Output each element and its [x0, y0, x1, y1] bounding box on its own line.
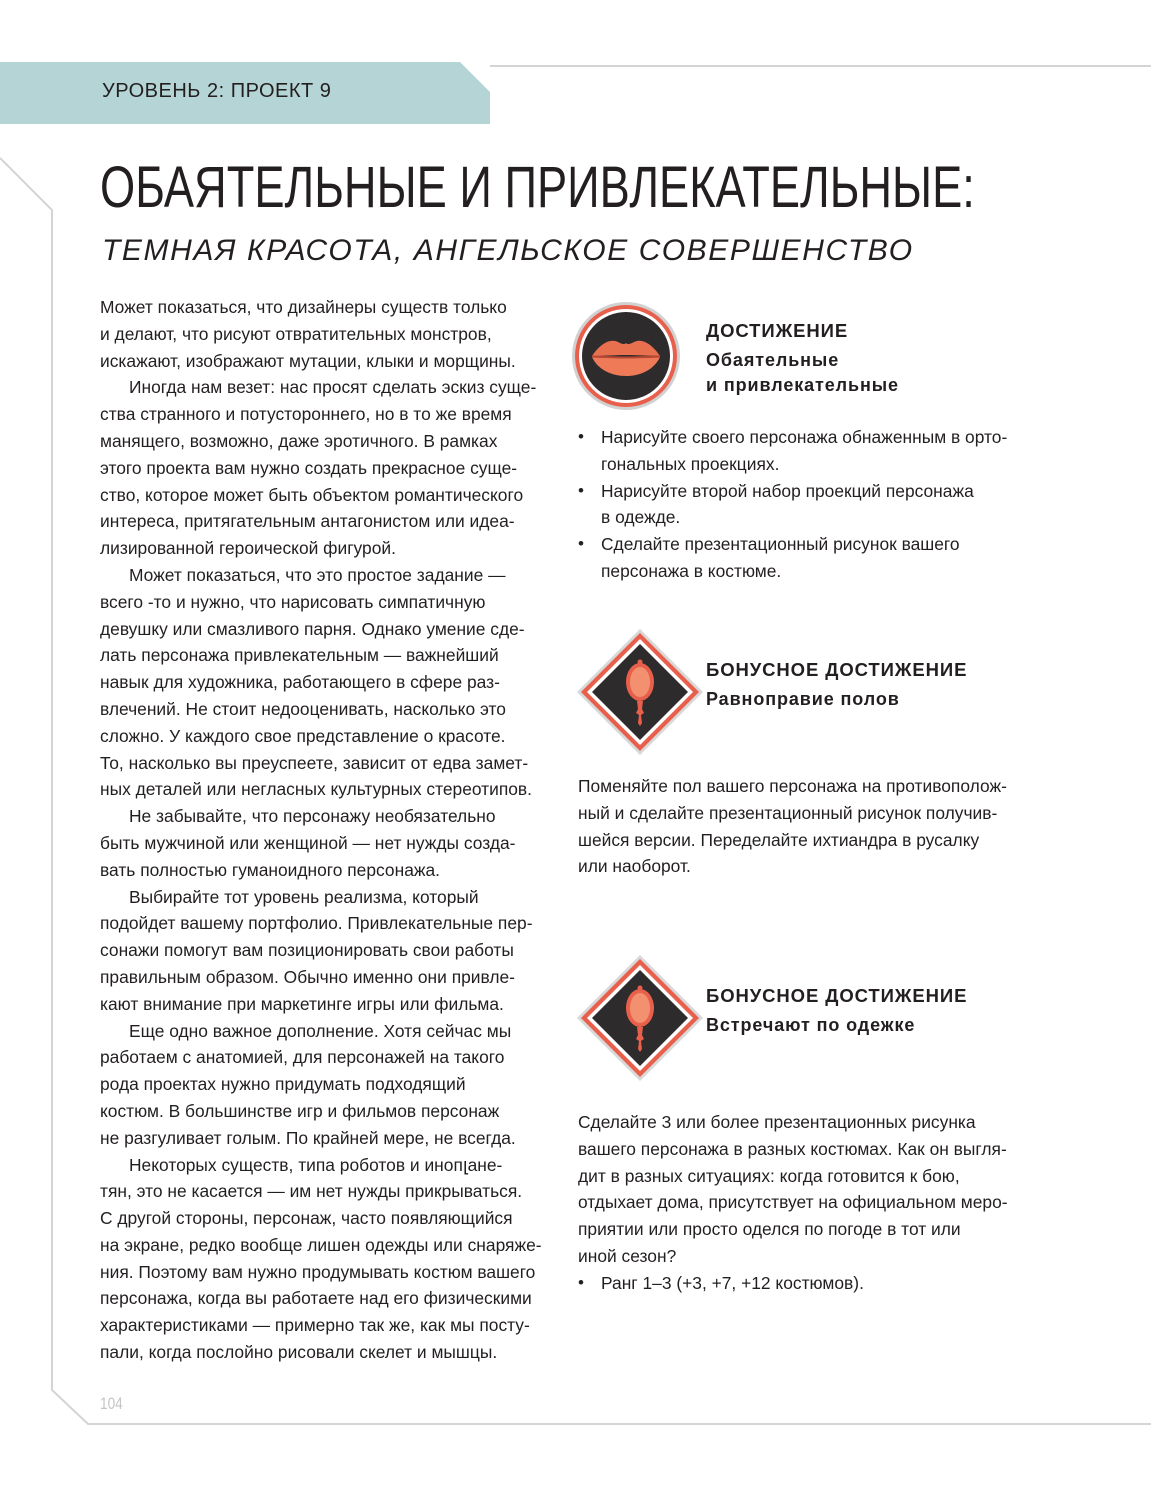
body-line: лать персонажа привлекательным — важнейший — [100, 645, 499, 666]
bullet-icon: • — [578, 534, 584, 554]
page-subtitle: ТЕМНАЯ КРАСОТА, АНГЕЛЬСКОЕ СОВЕРШЕНСТВО — [102, 234, 914, 267]
bonus1-heading: БОНУСНОЕ ДОСТИЖЕНИЕ — [706, 659, 968, 680]
body-line: манящего, возможно, даже эротичного. В рамках — [100, 430, 498, 451]
body-line: лизированной героической фигурой. — [100, 538, 396, 559]
bullet-icon: • — [578, 1272, 584, 1292]
list-item — [578, 424, 1048, 478]
list-item — [578, 531, 1048, 585]
bonus2-line: отдыхает дома, присутствует на официальном меро- — [578, 1192, 1008, 1213]
body-line: рода проектах нужно придумать подходящий — [100, 1074, 466, 1095]
body-line: То, насколько вы преуспеете, зависит от едва замет- — [100, 752, 529, 773]
header-label: УРОВЕНЬ 2: ПРОЕКТ 9 — [102, 80, 332, 102]
body-line: сложно. У каждого свое представление о красоте. — [100, 725, 506, 746]
body-line: ных деталей или негласных культурных стереотипов. — [100, 779, 533, 800]
body-line: Может показаться, что это простое задание — — [129, 564, 506, 585]
body-line: навык для художника, работающего в сфере раз- — [100, 672, 500, 693]
body-line: С другой стороны, персонаж, часто появляющийся — [100, 1208, 513, 1229]
body-line: девушку или смазливого парня. Однако умение сде- — [100, 618, 525, 639]
body-line: и делают, что рисуют отвратительных монстров, — [100, 323, 492, 344]
body-line: не разгуливает голым. По крайней мере, не всегда. — [100, 1127, 516, 1148]
bullet-line: гональных проекциях. — [601, 453, 780, 474]
bullet-icon: • — [578, 427, 584, 446]
bullet-line: Сделайте презентационный рисунок вашего — [601, 534, 960, 555]
achievement-bullets — [578, 424, 1048, 585]
page-title: ОБАЯТЕЛЬНЫЕ И ПРИВЛЕКАТЕЛЬНЫЕ: — [100, 155, 975, 220]
bonus2-line: Сделайте 3 или более презентационных рисунка — [578, 1112, 976, 1132]
body-line: тян, это не касается — им нет нужды прикрываться. — [100, 1181, 523, 1202]
bonus1-title: Равноправие полов — [706, 689, 900, 709]
achievement-title-line2: и привлекательные — [706, 375, 899, 395]
body-line: всего -то и нужно, что нарисовать симпатичную — [100, 591, 486, 612]
bonus2-line: вашего персонажа в разных костюмах. Как он выгля- — [578, 1138, 1007, 1159]
hand-mirror-icon — [575, 953, 705, 1083]
bonus1-line: или наоборот. — [578, 856, 691, 877]
bullet-line: в одежде. — [601, 507, 681, 528]
body-line: костюм. В большинстве игр и фильмов персонаж — [100, 1100, 500, 1121]
bullet-icon: • — [578, 480, 584, 500]
bullet-line: персонажа в костюме. — [601, 560, 782, 581]
body-line: ство, которое может быть объектом романтического — [100, 484, 524, 505]
body-line: интереса, притягательным антагонистом или идеа- — [100, 511, 515, 532]
body-line: искажают, изображают мутации, клыки и морщины. — [100, 350, 516, 371]
lips-icon — [570, 300, 682, 412]
page-number: 104 — [100, 1394, 123, 1413]
bonus1-line: ный и сделайте презентационный рисунок получив- — [578, 802, 998, 823]
list-item — [578, 1270, 1048, 1297]
body-line: пали, когда послойно рисовали скелет и мышцы. — [100, 1342, 498, 1363]
body-line: подойдет вашему портфолио. Привлекательные пер- — [100, 913, 533, 934]
body-line: Не забывайте, что персонажу необязательно — [129, 806, 496, 827]
body-line: Выбирайте тот уровень реализма, который — [129, 886, 479, 907]
body-line: быть мужчиной или женщиной — нет нужды созда- — [100, 832, 516, 853]
body-line: характеристиками — примерно так же, как мы посту- — [100, 1315, 530, 1336]
body-line: сонажи помогут вам позиционировать свои работы — [100, 940, 514, 961]
bonus2-title: Встречают по одежке — [706, 1015, 916, 1035]
bonus2-line: приятии или просто оделся по погоде в тот или — [578, 1219, 961, 1240]
bonus2-text — [578, 1109, 1048, 1297]
body-line: вать полностью гуманоидного персонажа. — [100, 859, 440, 880]
body-line: персонажа, когда вы работаете над его физическими — [100, 1288, 532, 1309]
body-line: на экране, редко вообще лишен одежды или снаряже- — [100, 1234, 542, 1255]
bonus2-line: иной сезон? — [578, 1245, 677, 1266]
body-line: этого проекта вам нужно создать прекрасное суще- — [100, 457, 518, 478]
bonus2-heading: БОНУСНОЕ ДОСТИЖЕНИЕ — [706, 985, 968, 1006]
bonus1-line: шейся версии. Переделайте ихтиандра в русалку — [578, 829, 980, 850]
body-line: ния. Поэтому вам нужно продумывать костюм вашего — [100, 1261, 536, 1282]
hand-mirror-icon — [575, 627, 705, 757]
body-line: влечений. Не стоит недооценивать, насколько это — [100, 698, 506, 719]
list-item — [578, 478, 1048, 532]
bonus1-text — [578, 773, 1048, 880]
body-text — [100, 294, 552, 1366]
body-line: работаем с анатомией, для персонажей на такого — [100, 1047, 505, 1068]
bonus2-line: дит в разных ситуациях: когда готовится к бою, — [578, 1165, 960, 1186]
body-line: ства странного и потустороннего, но в то же время — [100, 404, 512, 425]
body-line: Иногда нам везет: нас просят сделать эскиз суще- — [129, 377, 537, 398]
bullet-line: Ранг 1–3 (+3, +7, +12 костюмов). — [601, 1272, 864, 1293]
bullet-line: Нарисуйте своего персонажа обнаженным в орто- — [601, 427, 1008, 447]
body-line: Может показаться, что дизайнеры существ только — [100, 297, 507, 317]
bullet-line: Нарисуйте второй набор проекций персонажа — [601, 480, 974, 501]
achievement-title-line1: Обаятельные — [706, 350, 840, 370]
achievement-heading: ДОСТИЖЕНИЕ — [706, 320, 849, 341]
body-line: Еще одно важное дополнение. Хотя сейчас мы — [129, 1020, 512, 1041]
bonus1-line: Поменяйте пол вашего персонажа на противополож- — [578, 776, 1007, 796]
body-line: кают внимание при маркетинге игры или фильма. — [100, 993, 504, 1014]
body-line: правильным образом. Обычно именно они привле- — [100, 966, 515, 987]
body-line: Некоторых существ, типа роботов и инопլане- — [129, 1154, 503, 1175]
